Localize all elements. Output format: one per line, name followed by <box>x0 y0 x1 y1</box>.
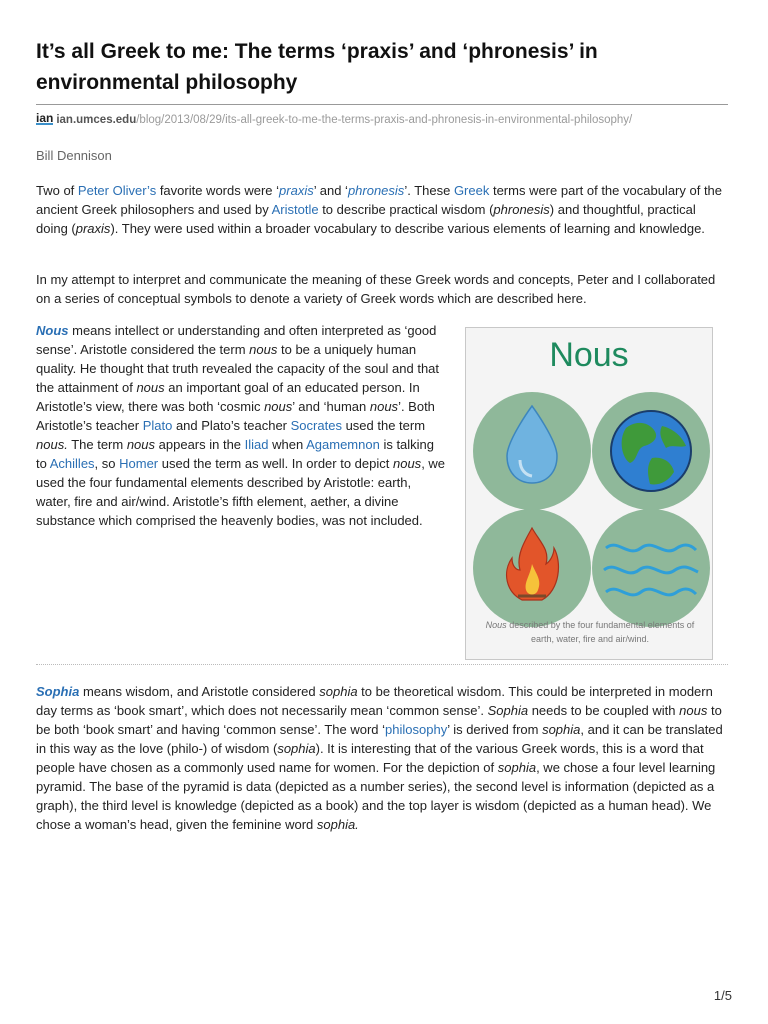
nous-illustration <box>466 328 712 659</box>
collaboration-paragraph: In my attempt to interpret and communicate the meaning of these Greek words and concepts, Peter and I collaborated on a series of conceptual symbols to denote a variety of Greek words which are described here. <box>36 272 716 306</box>
sophia-paragraph: Sophia means wisdom, and Aristotle considered sophia to be theoretical wisdom. This could be interpreted in modern day terms as ‘book smart’, which does not necessarily mean ‘common sense’. Sophia needs to be coupled with nous to be both ‘book smart’ and having ‘common sense’. The word ‘philosophy’ is derived from sophia, and it can be translated in this way as the love (philo-) of wisdom (sophia). It is interesting that of the various Greek words, this is a word that people have chosen as a commonly used name for women. For the depiction of sophia, we chose a four level learning pyramid. The base of the pyramid is data (depicted as a number series), the second level is information (depicted as a graph), the third level is knowledge (depicted as a book) and the top layer is wisdom (depicted as a human head). We chose a woman’s head, given the feminine word sophia. <box>36 684 723 832</box>
link-peter-oliver[interactable]: Peter Oliver’s <box>77 183 157 198</box>
link-aristotle[interactable]: Aristotle <box>271 202 319 217</box>
source-line <box>36 113 632 126</box>
link-sophia[interactable]: Sophia <box>36 684 80 699</box>
link-socrates[interactable]: Socrates <box>290 418 342 433</box>
title-divider <box>36 104 728 105</box>
link-greek[interactable]: Greek <box>453 183 490 198</box>
link-agamemnon[interactable]: Agamemnon <box>306 437 380 452</box>
link-nous[interactable]: Nous <box>36 323 69 338</box>
water-element-icon <box>473 392 591 510</box>
article-title: It’s all Greek to me: The terms ‘praxis’ and ‘phronesis’ in environmental philosophy <box>36 40 598 94</box>
wind-element-icon <box>592 509 710 627</box>
link-iliad[interactable]: Iliad <box>244 437 269 452</box>
link-phronesis[interactable]: phronesis <box>347 183 405 198</box>
page-number: 1/5 <box>713 988 732 1003</box>
link-homer[interactable]: Homer <box>119 456 159 471</box>
source-path-link[interactable]: /blog/2013/08/29/its-all-greek-to-me-the-terms-praxis-and-phronesis-in-environmental-philosophy/ <box>136 114 633 126</box>
earth-element-icon <box>592 392 710 510</box>
link-plato[interactable]: Plato <box>142 418 173 433</box>
link-achilles[interactable]: Achilles <box>49 456 95 471</box>
link-philosophy[interactable]: philosophy <box>385 722 448 737</box>
section-divider <box>36 664 728 665</box>
link-praxis[interactable]: praxis <box>279 183 314 198</box>
figure-caption: Nous described by the four fundamental elements of earth, water, fire and air/wind. <box>485 620 695 644</box>
intro-paragraph: Two of Peter Oliver’s favorite words were ‘praxis’ and ‘phronesis’. These Greek terms were part of the vocabulary of the ancient Greek philosophers and used by Aristotle to describe practical wisdom (phronesis) and thoughtful, practical doing (praxis). They were used within a broader vocabulary to describe various elements of learning and knowledge. <box>36 183 723 236</box>
source-domain-link[interactable]: ian.umces.edu <box>56 114 137 126</box>
fire-element-icon <box>473 509 591 627</box>
figure-heading: Nous <box>549 336 629 374</box>
ian-logo-icon: ian <box>36 111 54 125</box>
nous-figure <box>465 327 713 660</box>
nous-paragraph: Nous means intellect or understanding and often interpreted as ‘good sense’. Aristotle considered the term nous to be a uniquely human quality. He thought that truth revealed the capacity of the soul and that the attainment of nous an important goal of an educated person. In Aristotle’s view, there was both ‘cosmic nous’ and ‘human nous’. Both Aristotle’s teacher Plato and Plato’s teacher Socrates used the term nous. The term nous appears in the Iliad when Agamemnon is talking to Achilles, so Homer used the term as well. In order to depict nous, we used the four fundamental elements described by Aristotle: earth, water, fire and air/wind. Aristotle’s fifth element, aether, a divine substance which comprised the heavenly bodies, was not included. <box>36 323 446 528</box>
author-name: Bill Dennison <box>36 148 112 163</box>
